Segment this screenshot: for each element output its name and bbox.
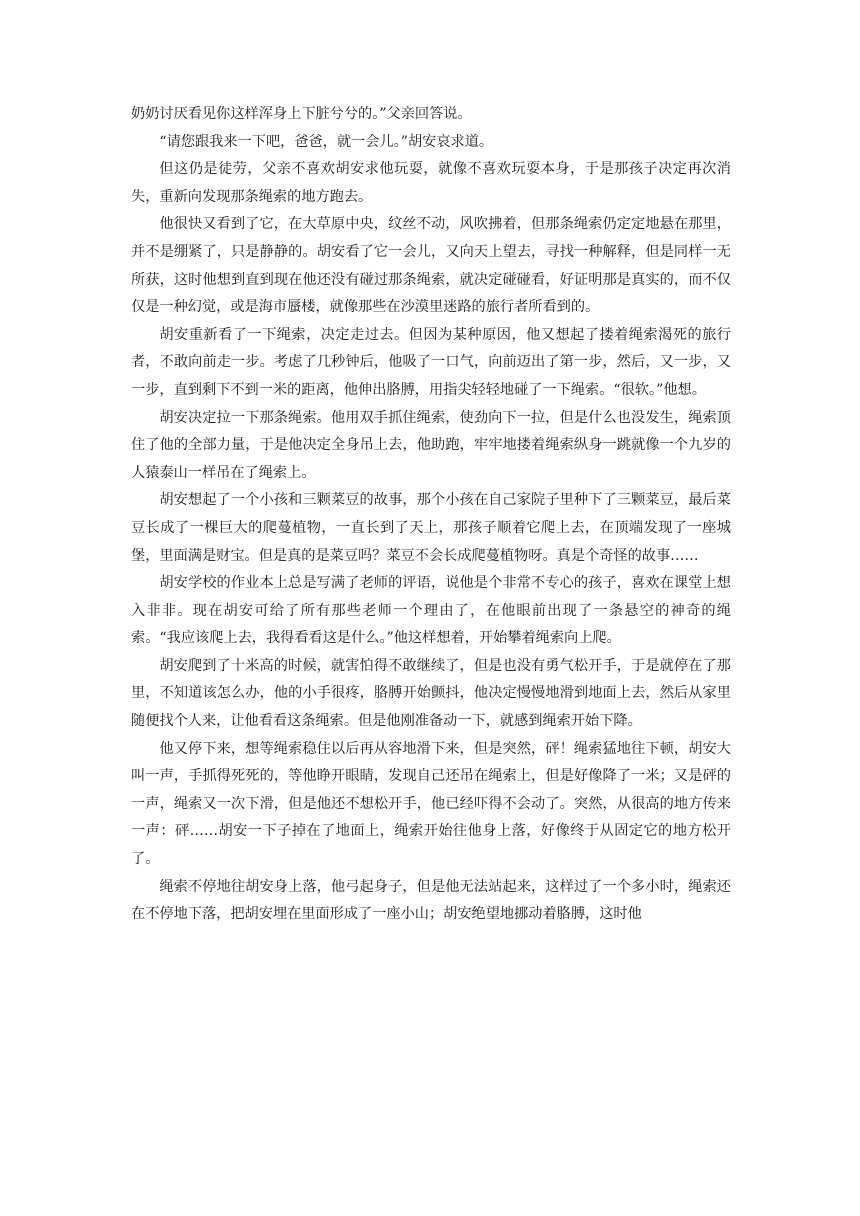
paragraph: 他很快又看到了它，在大草原中央，纹丝不动，风吹拂着，但那条绳索仍定定地悬在那里，并不是绷紧了，只是静静的。胡安看了它一会儿，又向天上望去，寻找一种解释，但是同样一无所获，这时他想到直到现在他还没有碰过那条绳索，就决定碰碰看，好证明那是真实的，而不仅仅是一种幻觉，或是海市蜃楼，就像那些在沙漠里迷路的旅行者所看到的。: [131, 216, 731, 316]
paragraph: 胡安学校的作业本上总是写满了老师的评语，说他是个非常不专心的孩子，喜欢在课堂上想入非非。现在胡安可给了所有那些老师一个理由了，在他眼前出现了一条悬空的神奇的绳索。“我应该爬上去，我得看看这是什么。”他这样想着，开始攀着绳索向上爬。: [131, 575, 731, 647]
paragraph: 胡安重新看了一下绳索，决定走过去。但因为某种原因，他又想起了搂着绳索渴死的旅行者，不敢向前走一步。考虑了几秒钟后，他吸了一口气，向前迈出了第一步，然后，又一步，又一步，直到剩下不到一米的距离，他伸出胳膊，用指尖轻轻地碰了一下绳索。“很软。”他想。: [131, 326, 731, 398]
document-body: [131, 101, 731, 929]
paragraph: 绳索不停地往胡安身上落，他弓起身子，但是他无法站起来，这样过了一个多小时，绳索还在不停地下落，把胡安埋在里面形成了一座小山；胡安绝望地挪动着胳膊，这时他: [131, 878, 731, 923]
paragraph: 胡安爬到了十米高的时候，就害怕得不敢继续了，但是也没有勇气松开手，于是就停在了那里，不知道该怎么办，他的小手很疼，胳膊开始颤抖，他决定慢慢地滑到地面上去，然后从家里随便找个人来，让他看看这条绳索。但是他刚准备动一下，就感到绳索开始下降。: [131, 657, 731, 730]
paragraph: 胡安想起了一个小孩和三颗菜豆的故事，那个小孩在自己家院子里种下了三颗菜豆，最后菜豆长成了一棵巨大的爬蔓植物，一直长到了天上，那孩子顺着它爬上去，在顶端发现了一座城堡，里面满是财宝。但是真的是菜豆吗？菜豆不会长成爬蔓植物呀。真是个奇怪的故事……: [131, 492, 731, 564]
paragraph: 他又停下来，想等绳索稳住以后再从容地滑下来，但是突然，砰！绳索猛地往下顿，胡安大叫一声，手抓得死死的，等他睁开眼睛，发现自己还吊在绳索上，但是好像降了一米；又是砰的一声，绳索又一次下滑，但是他还不想松开手，他已经吓得不会动了。突然，从很高的地方传来一声：砰……胡安一下子掉在了地面上，绳索开始往他身上落，好像终于从固定它的地方松开了。: [131, 740, 731, 868]
paragraph: 奶奶讨厌看见你这样浑身上下脏兮兮的。”父亲回答说。: [131, 106, 472, 122]
paragraph: “请您跟我来一下吧，爸爸，就一会儿。”胡安哀求道。: [159, 133, 494, 150]
paragraph: 但这仍是徒劳，父亲不喜欢胡安求他玩耍，就像不喜欢玩耍本身，于是那孩子决定再次消失，重新向发现那条绳索的地方跑去。: [131, 161, 731, 205]
paragraph: 胡安决定拉一下那条绳索。他用双手抓住绳索，使劲向下一拉，但是什么也没发生，绳索顶住了他的全部力量，于是他决定全身吊上去，他助跑，牢牢地搂着绳索纵身一跳就像一个九岁的人猿泰山一样吊在了绳索上。: [131, 409, 731, 481]
